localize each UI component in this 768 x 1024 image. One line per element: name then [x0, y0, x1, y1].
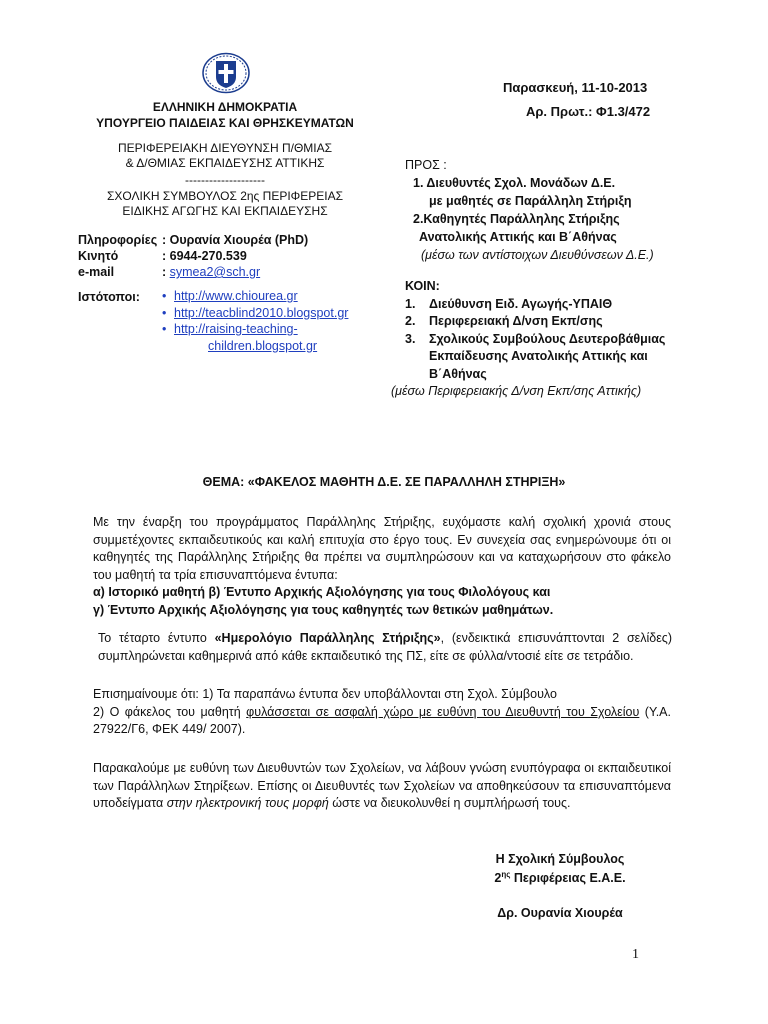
cc-num-2: 2. [405, 314, 416, 328]
header-advisor-line-1: ΣΧΟΛΙΚΗ ΣΥΜΒΟΥΛΟΣ 2ης ΠΕΡΙΦΕΡΕΙΑΣ [106, 189, 344, 203]
paragraph-3-line-1: Επισημαίνουμε ότι: 1) Τα παραπάνω έντυπα δεν υποβάλλονται στη Σχολ. Σύμβουλο [93, 687, 557, 701]
phone-label: Κινητό [78, 249, 119, 263]
website-item [162, 305, 348, 322]
website-link-2[interactable]: http://teacblind2010.blogspot.gr [174, 305, 349, 320]
website-item-continuation [162, 338, 348, 355]
website-link-3[interactable]: http://raising-teaching- [174, 322, 298, 336]
paragraph-3-underlined: φυλάσσεται σε ασφαλή χώρο με ευθύνη του Διευθυντή του Σχολείου [246, 704, 640, 719]
greek-coat-of-arms [201, 52, 251, 94]
paragraph-4-pre: Παρακαλούμε με ευθύνη των Διευθυντών των Σχολείων, να λάβουν γνώση ενυπόγραφα οι εκπαιδευτικοί των Παράλληλων Στηρίξεων. Επίσης οι Διευθυντές των Σχολείων να αποθηκεύσουν τα επισυναπτόμενα υποδείγματα [93, 761, 671, 810]
document-date: Παρασκευή, 11-10-2013 [503, 80, 648, 95]
header-directorate-line-2: & Δ/ΘΜΙΑΣ ΕΚΠΑΙΔΕΥΣΗΣ ΑΤΤΙΚΗΣ [125, 156, 325, 170]
paragraph-4-post: ώστε να διευκολυνθεί η συμπλήρωσή τους. [328, 796, 571, 810]
website-item [162, 288, 348, 305]
recipients-to [405, 156, 735, 264]
bullet-icon: • [162, 322, 167, 336]
to-note: (μέσω των αντίστοιχων Διευθύνσεων Δ.Ε.) [421, 248, 654, 262]
paragraph-1-text: Με την έναρξη του προγράμματος Παράλληλης Στήριξης, ευχόμαστε καλή σχολική χρονιά στους συμμετέχοντες εκπαιδευτικούς και καλή επιτυχία στο έργο τους. Εν συνεχεία σας ενημερώνουμε ότι οι καθηγητές της Παράλληλης Στήριξης θα πρέπει να συμπληρώσουν και να καταχωρήσουν στο φάκελο του μαθητή τα τρία επισυναπτόμενα έντυπα: [93, 515, 671, 582]
cc-note: (μέσω Περιφερειακής Δ/νση Εκπ/σης Αττικής) [391, 384, 642, 398]
to-item-1-cont: με μαθητές σε Παράλληλη Στήριξη [429, 194, 632, 208]
signature-title: Η Σχολική Σύμβουλος [495, 852, 625, 866]
paragraph-4-italic: στην ηλεκτρονική τους μορφή [166, 796, 329, 810]
page-number: 1 [632, 947, 639, 962]
paragraph-3-line-2-post: (Υ.Α. 27922/Γ6, ΦΕΚ 449/ 2007). [93, 704, 671, 736]
paragraph-2 [98, 630, 672, 665]
signature-region-text: Περιφέρειας Ε.Α.Ε. [510, 871, 626, 886]
header-ministry: ΥΠΟΥΡΓΕΙΟ ΠΑΙΔΕΙΑΣ ΚΑΙ ΘΡΗΣΚΕΥΜΑΤΩΝ [96, 116, 354, 130]
cc-text-3: Σχολικούς Συμβούλους Δευτεροβάθμιας [429, 331, 666, 346]
recipients-cc [391, 278, 711, 401]
cc-label: ΚΟΙΝ: [405, 279, 440, 293]
phone-value: : 6944-270.539 [162, 249, 247, 263]
contact-info-row [78, 232, 308, 248]
contact-phone-row [78, 248, 247, 264]
email-link[interactable]: symea2@sch.gr [169, 265, 261, 279]
cc-text-1: Διεύθυνση Ειδ. Αγωγής-ΥΠΑΙΘ [429, 296, 613, 311]
cc-num-1: 1. [405, 296, 416, 311]
to-item-2: 2.Καθηγητές Παράλληλης Στήριξης [413, 212, 620, 226]
paragraph-1-item-b: γ) Έντυπο Αρχικής Αξιολόγησης για τους καθηγητές των θετικών μαθημάτων. [93, 602, 554, 617]
paragraph-4 [93, 760, 671, 813]
to-item-2-cont: Ανατολικής Αττικής και Β΄Αθήνας [419, 230, 617, 244]
email-prefix: : [162, 265, 170, 279]
signature-region-sup: ης [501, 870, 511, 879]
cc-item-1 [391, 296, 711, 314]
signature-region-num: 2 [494, 871, 502, 886]
paragraph-3-line-2 [93, 704, 671, 739]
header-republic: ΕΛΛΗΝΙΚΗ ΔΗΜΟΚΡΑΤΙΑ [152, 100, 298, 114]
paragraph-1-item-a: α) Ιστορικό μαθητή β) Έντυπο Αρχικής Αξιολόγησης για τους Φιλολόγους και [93, 585, 551, 599]
bullet-icon: • [162, 289, 167, 303]
signature-name: Δρ. Ουρανία Χιουρέα [497, 906, 623, 920]
paragraph-3 [93, 686, 671, 739]
bullet-icon: • [162, 305, 167, 320]
subject-line: ΘΕΜΑ: «ΦΑΚΕΛΟΣ ΜΑΘΗΤΗ Δ.Ε. ΣΕ ΠΑΡΑΛΛΗΛΗ ΣΤΗΡΙΞΗ» [202, 475, 566, 489]
website-link-1[interactable]: http://www.chiourea.gr [174, 289, 298, 303]
email-label: e-mail [78, 265, 115, 279]
cc-num-3: 3. [405, 331, 416, 346]
paragraph-1 [93, 514, 671, 619]
paragraph-3-line-2-pre: 2) Ο φάκελος του μαθητή [93, 704, 247, 719]
header-directorate-line-1: ΠΕΡΙΦΕΡΕΙΑΚΗ ΔΙΕΥΘΥΝΣΗ Π/ΘΜΙΑΣ [117, 141, 333, 155]
signature-region [440, 870, 680, 885]
cc-item-3 [391, 331, 711, 349]
cc-text-2: Περιφερειακή Δ/νση Εκπ/σης [429, 314, 603, 328]
website-item [162, 321, 348, 338]
cc-item-3-cont: Εκπαίδευσης Ανατολικής Αττικής και [429, 349, 648, 363]
paragraph-2-bold: «Ημερολόγιο Παράλληλης Στήριξης» [214, 631, 441, 645]
website-link-3-cont[interactable]: children.blogspot.gr [208, 338, 318, 353]
to-label: ΠΡΟΣ : [405, 158, 447, 172]
cc-item-3-cont-2: Β΄Αθήνας [429, 366, 487, 381]
protocol-number: Αρ. Πρωτ.: Φ1.3/472 [526, 104, 651, 119]
sites-label: Ιστότοποι: [78, 290, 140, 304]
cc-item-2 [391, 313, 711, 331]
paragraph-2-post: , (ενδεικτικά επισυνάπτονται 2 σελίδες) συμπληρώνεται καθημερινά από κάθε εκπαιδευτικό της ΠΣ, είτε σε φύλλα/ντοσιέ είτε σε τετράδιο. [98, 631, 672, 663]
header-advisor-line-2: ΕΙΔΙΚΗΣ ΑΓΩΓΗΣ ΚΑΙ ΕΚΠΑΙΔΕΥΣΗΣ [122, 204, 328, 218]
to-item-1: 1. Διευθυντές Σχολ. Μονάδων Δ.Ε. [413, 176, 616, 190]
header-separator: -------------------- [185, 173, 265, 187]
info-label: Πληροφορίες [78, 233, 158, 247]
info-value: : Ουρανία Χιουρέα (PhD) [162, 233, 309, 247]
paragraph-2-pre: Το τέταρτο έντυπο [98, 631, 215, 645]
contact-email-row [78, 264, 260, 280]
websites-list [162, 288, 348, 354]
